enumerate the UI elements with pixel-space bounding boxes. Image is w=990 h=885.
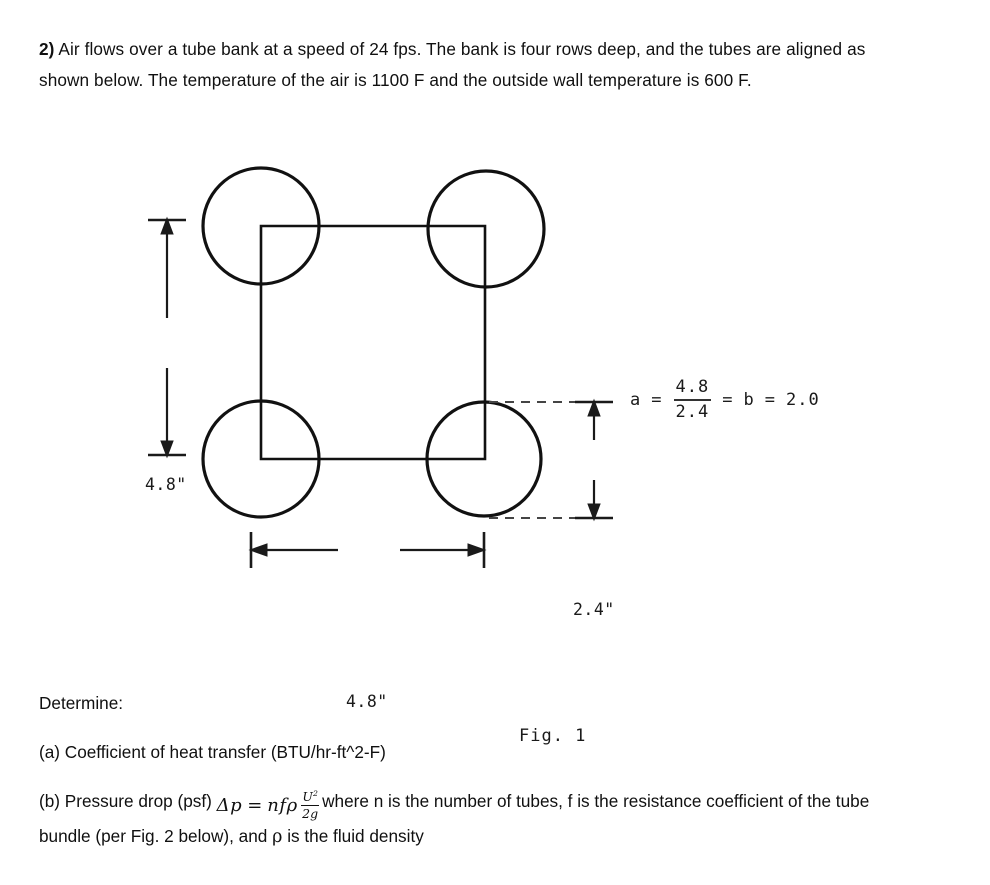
dimension-horizontal-bottom xyxy=(250,532,485,568)
determine-heading: Determine: xyxy=(39,693,124,713)
dimension-label-vertical-left: 4.8" xyxy=(145,475,187,494)
ratio-equation xyxy=(625,378,825,422)
ratio-rhs-symbol: b xyxy=(743,389,755,410)
formula-f: f xyxy=(279,795,287,816)
formula-delta-p: Δp xyxy=(216,795,243,816)
ratio-equals-1: = xyxy=(651,389,663,410)
dimension-vertical-right xyxy=(575,400,613,520)
ratio-equals-3: = xyxy=(764,389,776,410)
part-b-prefix: (b) Pressure drop (psf) xyxy=(39,791,217,811)
part-b-middle: where n is the number of tubes, f is the resistance coefficient of the tube bundle (per Fig. 2 below), and xyxy=(39,791,870,846)
pitch-square xyxy=(261,226,485,459)
part-b-suffix: is the fluid density xyxy=(282,826,424,846)
ratio-value: 2.0 xyxy=(785,389,820,410)
problem-number: 2) xyxy=(39,39,55,59)
formula-equals: = xyxy=(247,795,263,816)
formula-denominator: 2g xyxy=(302,806,319,822)
formula-numerator xyxy=(301,790,318,804)
dimension-vertical-left xyxy=(148,218,186,457)
figure-caption: Fig. 1 xyxy=(519,726,587,746)
ratio-lhs-symbol: a xyxy=(630,389,642,410)
determine-part-a: (a) Coefficient of heat transfer (BTU/hr-ft^2-F) xyxy=(39,742,386,762)
part-b-rho-symbol: ρ xyxy=(272,827,283,847)
determine-part-b xyxy=(39,786,919,853)
fraction-bar xyxy=(674,399,712,401)
ratio-equals-2: = xyxy=(722,389,734,410)
ratio-numerator: 4.8 xyxy=(675,377,710,397)
formula-fraction xyxy=(301,790,319,821)
dimension-label-horizontal-bottom: 4.8" xyxy=(346,692,388,711)
dimension-label-vertical-right: 2.4" xyxy=(573,600,615,619)
tube-bank-diagram xyxy=(0,150,990,620)
formula-rho: ρ xyxy=(286,795,298,816)
formula-numerator-exponent: 2 xyxy=(312,789,318,799)
ratio-denominator: 2.4 xyxy=(675,401,710,422)
problem-statement-text: Air flows over a tube bank at a speed of 24 fps. The bank is four rows deep, and the tubes are aligned as shown below. The temperature of the air is 1100 F and the outside wall temperature is 600 F. xyxy=(39,39,866,90)
ratio-fraction xyxy=(674,378,712,422)
formula-numerator-base: U xyxy=(302,789,313,805)
problem-statement xyxy=(39,34,899,96)
determine-section xyxy=(39,688,919,853)
formula-n: n xyxy=(267,795,280,816)
pressure-drop-formula xyxy=(217,790,322,821)
